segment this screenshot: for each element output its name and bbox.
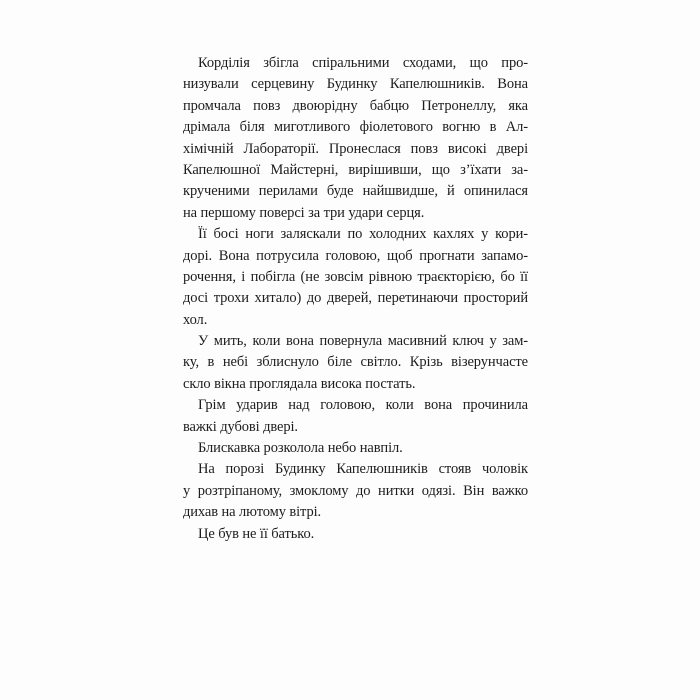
paragraph	[183, 438, 528, 459]
text-line: скло вікна проглядала висока постать.	[183, 375, 416, 392]
paragraph	[183, 224, 528, 331]
text-line: досі трохи хитало) до дверей, перетинаючи просторий	[183, 290, 528, 307]
text-line: хімічній Лабораторії. Пронеслася повз високі двері	[183, 140, 528, 157]
text-line: низували серцевину Будинку Капелюшників. Вона	[183, 76, 528, 93]
text-line: крученими перилами буде найшвидше, й опинилася	[183, 183, 528, 200]
text-line: Корділія збігла спіральними сходами, що про-	[198, 55, 528, 71]
text-line: дрімала біля миготливого фіолетового вогню в Ал-	[183, 119, 528, 136]
text-block	[183, 53, 528, 545]
text-line: промчала повз двоюрідну бабцю Петронеллу, яка	[183, 97, 528, 114]
text-line: дихав на лютому вітрі.	[183, 504, 322, 521]
text-line: на першому поверсі за три удари серця.	[183, 204, 425, 221]
paragraph	[183, 524, 528, 545]
text-line: Капелюшної Майстерні, вирішивши, що з’їхати за-	[183, 161, 528, 178]
text-line: Блискавка розколола небо навпіл.	[198, 440, 403, 457]
text-line: важкі дубові двері.	[183, 418, 298, 435]
text-line: ку, в небі зблиснуло біле світло. Крізь візерунчасте	[183, 354, 528, 371]
text-line: На порозі Будинку Капелюшників стояв чоловік	[198, 461, 528, 478]
paragraph	[183, 53, 528, 224]
text-line: хол.	[183, 311, 208, 328]
text-line: Грім ударив над головою, коли вона прочинила	[198, 397, 528, 414]
text-line: рочення, і побігла (не зовсім рівною траєкторією, бо її	[183, 268, 528, 285]
text-line: Це був не її батько.	[198, 525, 315, 542]
paragraph	[183, 331, 528, 395]
paragraph	[183, 395, 528, 438]
text-line: дорі. Вона потрусила головою, щоб прогнати запамо-	[183, 247, 528, 264]
text-line: Її босі ноги заляскали по холодних кахлях у кори-	[198, 226, 528, 243]
text-line: у розтріпаному, змоклому до нитки одязі. Він важко	[183, 482, 528, 499]
text-line: У мить, коли вона повернула масивний ключ у зам-	[198, 333, 528, 350]
paragraph	[183, 459, 528, 523]
